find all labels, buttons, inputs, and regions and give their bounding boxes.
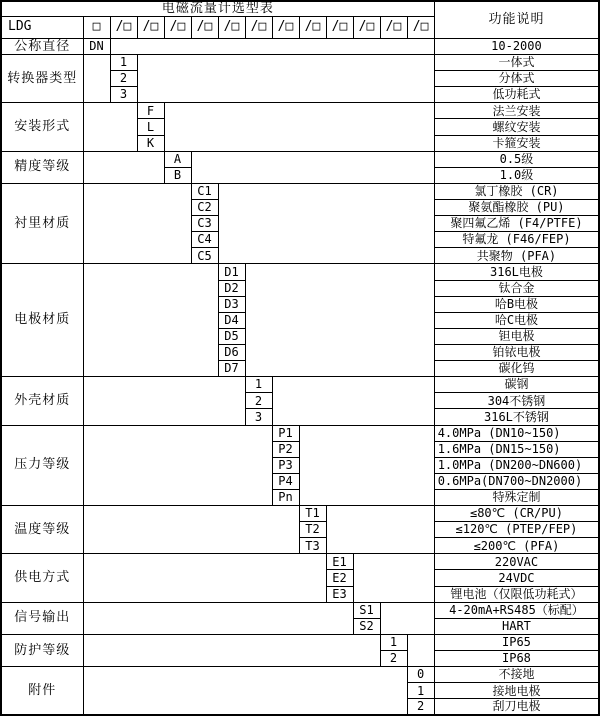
spacer-cell [245, 264, 434, 377]
model-code-box: □ [83, 16, 110, 38]
function-cell: 4.0MPa (DN10~150) [434, 425, 599, 441]
function-cell: 1.0MPa (DN200~DN600) [434, 457, 599, 473]
code-cell: T1 [299, 506, 326, 522]
code-cell: E2 [326, 570, 353, 586]
function-cell: 低功耗式 [434, 87, 599, 103]
code-cell: 3 [110, 87, 137, 103]
section-label: 电极材质 [1, 264, 83, 377]
function-cell: 碳钢 [434, 377, 599, 393]
function-cell: 1.6MPa (DN15~150) [434, 441, 599, 457]
function-cell: 分体式 [434, 71, 599, 87]
spacer-cell [83, 103, 137, 151]
code-cell: D5 [218, 328, 245, 344]
model-series-prefix: LDG [1, 16, 83, 38]
function-cell: 一体式 [434, 54, 599, 70]
section-label: 温度等级 [1, 506, 83, 554]
spacer-cell [83, 377, 245, 425]
spacer-cell [83, 667, 407, 715]
section-label: 供电方式 [1, 554, 83, 602]
function-cell: HART [434, 618, 599, 634]
spacer-cell [299, 425, 434, 506]
code-cell: Pn [272, 489, 299, 505]
model-code-slot: /□ [380, 16, 407, 38]
code-cell: 1 [110, 54, 137, 70]
code-cell: K [137, 135, 164, 151]
code-cell: P2 [272, 441, 299, 457]
table-title: 电磁流量计选型表 [1, 1, 434, 16]
model-code-slot: /□ [110, 16, 137, 38]
code-cell: P4 [272, 473, 299, 489]
code-cell: F [137, 103, 164, 119]
function-cell: 哈C电极 [434, 312, 599, 328]
function-cell: 特氟龙 (F46/FEP) [434, 232, 599, 248]
spacer-cell [218, 183, 434, 264]
section-label: 信号输出 [1, 602, 83, 634]
model-code-slot: /□ [245, 16, 272, 38]
spacer-cell [407, 634, 434, 666]
function-cell: 接地电极 [434, 683, 599, 699]
function-cell: 法兰安装 [434, 103, 599, 119]
code-cell: C5 [191, 248, 218, 264]
function-cell: IP68 [434, 651, 599, 667]
code-cell: C1 [191, 183, 218, 199]
function-cell: IP65 [434, 634, 599, 650]
function-cell: 24VDC [434, 570, 599, 586]
code-cell: C4 [191, 232, 218, 248]
function-cell: 铂铱电极 [434, 344, 599, 360]
section-label: 公称直径 [1, 38, 83, 54]
code-cell: A [164, 151, 191, 167]
section-label: 精度等级 [1, 151, 83, 183]
code-cell: 0 [407, 667, 434, 683]
model-code-slot: /□ [299, 16, 326, 38]
code-cell: 3 [245, 409, 272, 425]
spacer-cell [83, 425, 272, 506]
model-code-slot: /□ [326, 16, 353, 38]
function-cell: 特殊定制 [434, 489, 599, 505]
model-code-slot: /□ [272, 16, 299, 38]
function-cell: 0.5级 [434, 151, 599, 167]
code-cell: P1 [272, 425, 299, 441]
code-cell: 2 [380, 651, 407, 667]
spacer-cell [272, 377, 434, 425]
function-cell: 聚四氟乙烯 (F4/PTFE) [434, 216, 599, 232]
code-cell: T2 [299, 522, 326, 538]
spacer-cell [83, 264, 218, 377]
function-cell: 卡箍安装 [434, 135, 599, 151]
function-cell: 316L电极 [434, 264, 599, 280]
function-cell: 316L不锈钢 [434, 409, 599, 425]
model-code-slot: /□ [164, 16, 191, 38]
spacer-cell [83, 183, 191, 264]
spacer-cell [380, 602, 434, 634]
code-cell: 1 [380, 634, 407, 650]
function-cell: 10-2000 [434, 38, 599, 54]
code-cell: D6 [218, 344, 245, 360]
spacer-cell [326, 506, 434, 554]
code-cell: S2 [353, 618, 380, 634]
code-cell: 2 [110, 71, 137, 87]
function-cell: 碳化钨 [434, 361, 599, 377]
code-cell: E3 [326, 586, 353, 602]
function-cell: 不接地 [434, 667, 599, 683]
code-cell: 1 [245, 377, 272, 393]
section-label: 安装形式 [1, 103, 83, 151]
function-cell: ≤200℃ (PFA) [434, 538, 599, 554]
model-code-slot: /□ [191, 16, 218, 38]
function-cell: 锂电池（仅限低功耗式） [434, 586, 599, 602]
function-cell: 哈B电极 [434, 296, 599, 312]
function-cell: 220VAC [434, 554, 599, 570]
function-cell: 4-20mA+RS485（标配） [434, 602, 599, 618]
model-code-slot: /□ [353, 16, 380, 38]
function-cell: 钽电极 [434, 328, 599, 344]
code-cell: L [137, 119, 164, 135]
code-cell: D1 [218, 264, 245, 280]
function-column-header: 功能说明 [434, 1, 599, 38]
spacer-cell [83, 54, 110, 102]
function-cell: ≤120℃ (PTEP/FEP) [434, 522, 599, 538]
code-cell: D3 [218, 296, 245, 312]
model-code-slot: /□ [137, 16, 164, 38]
spacer-cell [191, 151, 434, 183]
section-label: 防护等级 [1, 634, 83, 666]
section-label: 外壳材质 [1, 377, 83, 425]
function-cell: ≤80℃ (CR/PU) [434, 506, 599, 522]
section-label: 压力等级 [1, 425, 83, 506]
function-cell: 螺纹安装 [434, 119, 599, 135]
spacer-cell [83, 151, 164, 183]
spacer-cell [83, 506, 299, 554]
function-cell: 刮刀电极 [434, 699, 599, 715]
spacer-cell [83, 634, 380, 666]
function-cell: 0.6MPa(DN700~DN2000) [434, 473, 599, 489]
function-cell: 钛合金 [434, 280, 599, 296]
spacer-cell [353, 554, 434, 602]
function-cell: 1.0级 [434, 167, 599, 183]
code-cell: T3 [299, 538, 326, 554]
function-cell: 聚氨酯橡胶 (PU) [434, 199, 599, 215]
model-code-slot: /□ [407, 16, 434, 38]
spacer-cell [83, 554, 326, 602]
function-cell: 共聚物 (PFA) [434, 248, 599, 264]
model-code-slot: /□ [218, 16, 245, 38]
spacer-cell [110, 38, 434, 54]
code-cell: DN [83, 38, 110, 54]
code-cell: C3 [191, 216, 218, 232]
code-cell: 2 [245, 393, 272, 409]
section-label: 附件 [1, 667, 83, 715]
section-label: 转换器类型 [1, 54, 83, 102]
code-cell: C2 [191, 199, 218, 215]
code-cell: P3 [272, 457, 299, 473]
code-cell: S1 [353, 602, 380, 618]
code-cell: 2 [407, 699, 434, 715]
code-cell: 1 [407, 683, 434, 699]
code-cell: B [164, 167, 191, 183]
spacer-cell [83, 602, 353, 634]
code-cell: D2 [218, 280, 245, 296]
code-cell: D7 [218, 361, 245, 377]
spacer-cell [164, 103, 434, 151]
function-cell: 氯丁橡胶 (CR) [434, 183, 599, 199]
code-cell: D4 [218, 312, 245, 328]
code-cell: E1 [326, 554, 353, 570]
spacer-cell [137, 54, 434, 102]
function-cell: 304不锈钢 [434, 393, 599, 409]
section-label: 衬里材质 [1, 183, 83, 264]
